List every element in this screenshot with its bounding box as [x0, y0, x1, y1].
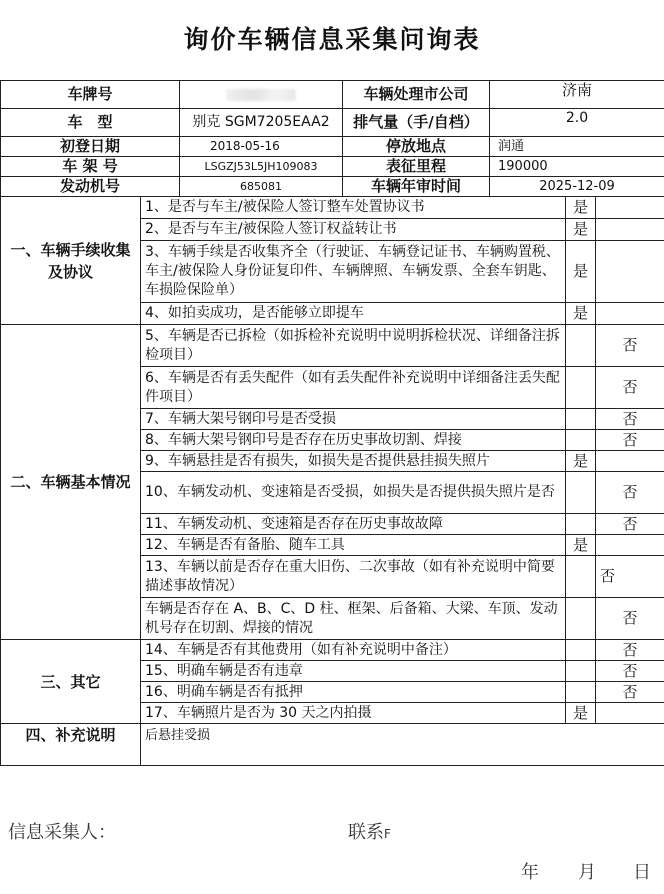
mileage-value: 190000: [490, 157, 664, 177]
question-text: 9、车辆悬挂是否有损失，如损失是否提供悬挂损失照片: [141, 451, 566, 472]
inspection-label: 车辆年审时间: [343, 177, 490, 197]
engine-value: 685081: [180, 177, 343, 197]
section-title: 四、补充说明: [1, 724, 141, 766]
answer-yes: 是: [566, 197, 596, 219]
answer-no: 否: [596, 556, 664, 598]
question-text: 17、车辆照片是否为 30 天之内拍摄: [141, 703, 566, 724]
answer-yes: [566, 472, 596, 514]
answer-yes: 是: [566, 451, 596, 472]
question-text: 10、车辆发动机、变速箱是否受损，如损失是否提供损失照片是否: [141, 472, 566, 514]
answer-no: [596, 197, 664, 219]
displacement-value: 2.0: [490, 109, 664, 137]
question-row: [1, 640, 664, 661]
question-text: 3、车辆手续是否收集齐全（行驶证、车辆登记证书、车辆购置税、车主/被保险人身份证复印件、车辆牌照、车辆发票、全套车钥匙、车损险保险单）: [141, 241, 566, 303]
location-value: 润通: [490, 137, 664, 157]
question-text: 8、车辆大架号钢印号是否存在历史事故切割、焊接: [141, 430, 566, 451]
supplement-row: [1, 724, 664, 766]
question-text: 车辆是否存在 A、B、C、D 柱、框架、后备箱、大梁、车顶、发动机号存在切割、焊接的情况: [141, 598, 566, 640]
answer-yes: [566, 682, 596, 703]
answer-yes: [566, 514, 596, 535]
model-value: 别克 SGM7205EAA2: [180, 109, 343, 137]
question-text: 11、车辆发动机、变速箱是否存在历史事故故障: [141, 514, 566, 535]
answer-no: [596, 703, 664, 724]
info-row-reg-date: [1, 137, 664, 157]
date-day-label: 日: [633, 862, 651, 883]
answer-yes: [566, 598, 596, 640]
section-title: 二、车辆基本情况: [1, 325, 141, 640]
question-row: [1, 197, 664, 219]
answer-yes: [566, 409, 596, 430]
question-row: [1, 325, 664, 367]
info-row-vin: [1, 157, 664, 177]
section-title: 三、其它: [1, 640, 141, 724]
answer-yes: [566, 430, 596, 451]
location-label: 停放地点: [343, 137, 490, 157]
inquiry-form-table: [0, 80, 664, 766]
question-text: 16、明确车辆是否有抵押: [141, 682, 566, 703]
answer-no: [596, 241, 664, 303]
answer-no: 否: [596, 514, 664, 535]
answer-yes: [566, 556, 596, 598]
answer-no: 否: [596, 640, 664, 661]
contact-label: [348, 818, 391, 844]
answer-no: 否: [596, 430, 664, 451]
answer-no: 否: [596, 367, 664, 409]
answer-no: [596, 303, 664, 325]
answer-no: 否: [596, 409, 664, 430]
plate-label: 车牌号: [1, 81, 180, 109]
question-text: 14、车辆是否有其他费用（如有补充说明中备注）: [141, 640, 566, 661]
question-text: 6、车辆是否有丢失配件（如有丢失配件补充说明中详细备注丢失配件项目）: [141, 367, 566, 409]
answer-no: [596, 451, 664, 472]
collector-label: 信息采集人：: [8, 822, 116, 843]
plate-value: [180, 81, 343, 109]
answer-yes: [566, 325, 596, 367]
info-row-model: [1, 109, 664, 137]
answer-no: 否: [596, 661, 664, 682]
date-month-label: 月: [578, 862, 596, 883]
question-text: 1、是否与车主/被保险人签订整车处置协议书: [141, 197, 566, 219]
inspection-value: 2025-12-09: [490, 177, 664, 197]
answer-yes: 是: [566, 535, 596, 556]
answer-no: [596, 535, 664, 556]
company-label: 车辆处理市公司: [343, 81, 490, 109]
answer-yes: 是: [566, 219, 596, 241]
answer-no: 否: [596, 682, 664, 703]
answer-no: 否: [596, 472, 664, 514]
question-text: 15、明确车辆是否有违章: [141, 661, 566, 682]
answer-no: 否: [596, 325, 664, 367]
mileage-label: 表征里程: [343, 157, 490, 177]
reg-date-label: 初登日期: [1, 137, 180, 157]
info-row-plate: [1, 81, 664, 109]
info-row-engine: [1, 177, 664, 197]
vin-value: LSGZJ53L5JH109083: [180, 157, 343, 177]
contact-label-partial: F: [384, 827, 391, 841]
question-text: 2、是否与车主/被保险人签订权益转让书: [141, 219, 566, 241]
date-year-label: 年: [521, 862, 539, 883]
supplement-text: 后悬挂受损: [141, 724, 664, 766]
question-text: 5、车辆是否已拆检（如拆检补充说明中说明拆检状况、详细备注拆检项目）: [141, 325, 566, 367]
engine-label: 发动机号: [1, 177, 180, 197]
displacement-label: 排气量（手/自档）: [343, 109, 490, 137]
answer-yes: [566, 640, 596, 661]
question-text: 4、如拍卖成功，是否能够立即提车: [141, 303, 566, 325]
answer-no: 否: [596, 598, 664, 640]
page-title: 询价车辆信息采集问询表: [183, 25, 481, 54]
question-text: 7、车辆大架号钢印号是否受损: [141, 409, 566, 430]
contact-label-text: 联系: [348, 822, 384, 843]
model-label: 车 型: [1, 109, 180, 137]
answer-no: [596, 219, 664, 241]
company-value: 济南: [490, 81, 664, 109]
answer-yes: 是: [566, 241, 596, 303]
redacted-plate-mark: [226, 89, 296, 101]
reg-date-value: 2018-05-16: [180, 137, 343, 157]
answer-yes: 是: [566, 303, 596, 325]
vin-label: 车 架 号: [1, 157, 180, 177]
answer-yes: [566, 661, 596, 682]
question-text: 12、车辆是否有备胎、随车工具: [141, 535, 566, 556]
answer-yes: 是: [566, 703, 596, 724]
section-title: 一、车辆手续收集及协议: [1, 197, 141, 325]
answer-yes: [566, 367, 596, 409]
question-text: 13、车辆以前是否存在重大旧伤、二次事故（如有补充说明中简要描述事故情况）: [141, 556, 566, 598]
